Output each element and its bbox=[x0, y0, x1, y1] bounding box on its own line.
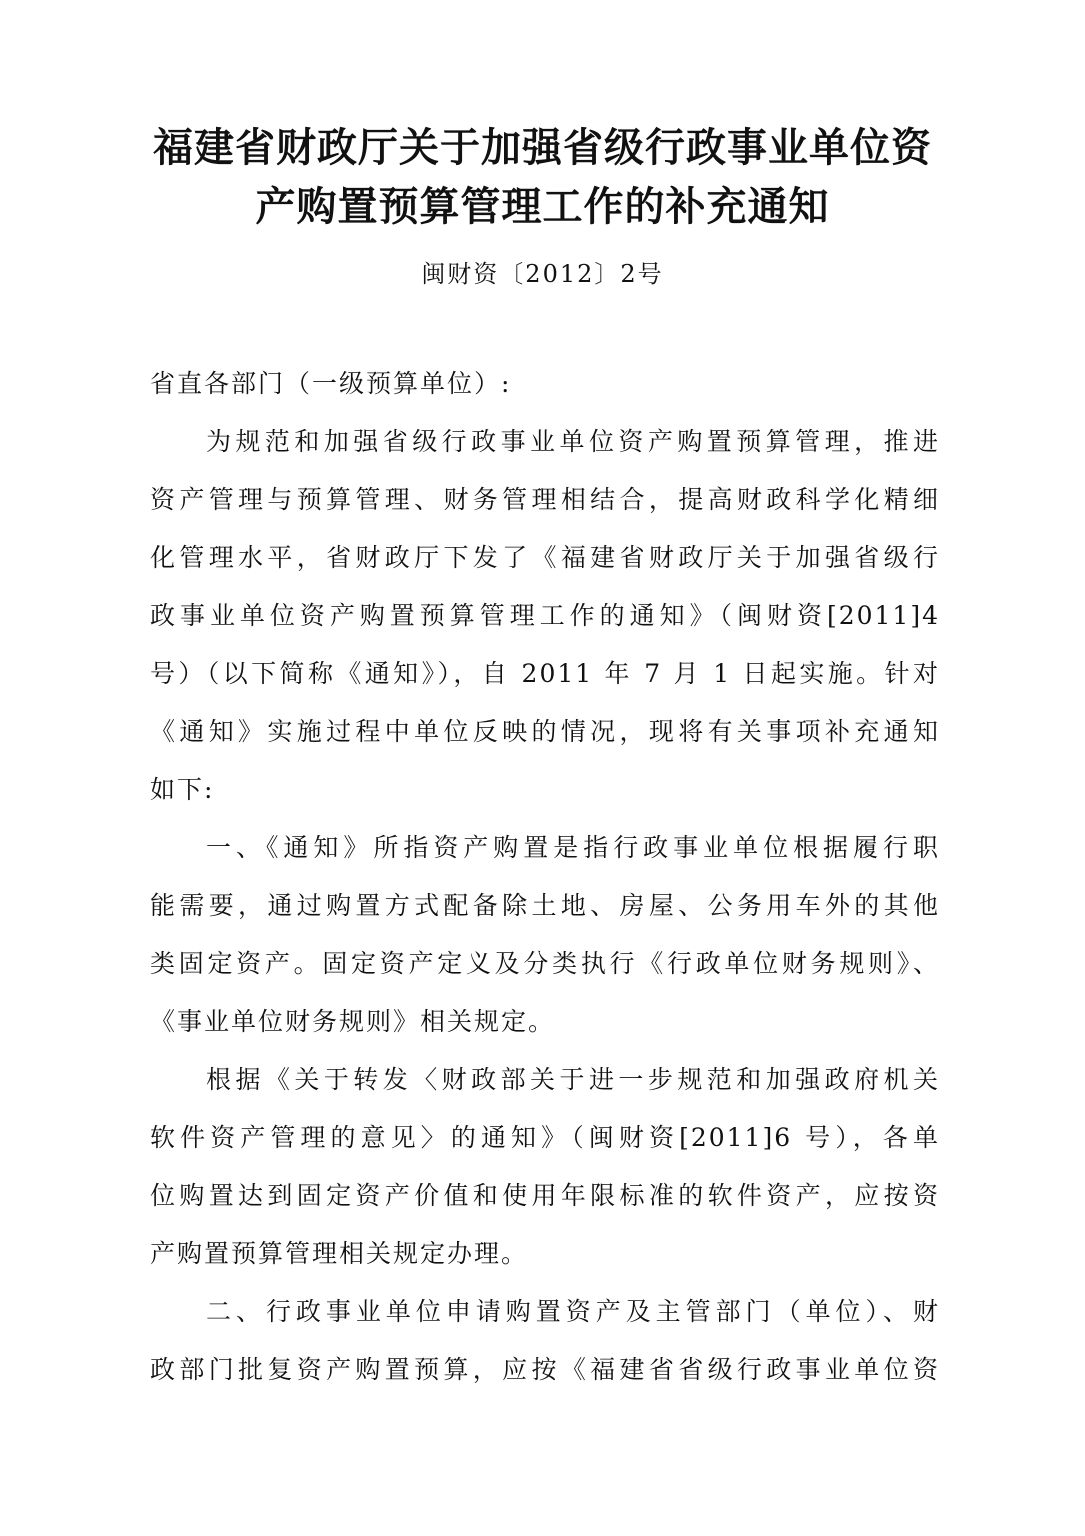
body-line: 类固定资产。固定资产定义及分类执行《行政单位财务规则》、 bbox=[150, 949, 940, 978]
body-line: 《通知》实施过程中单位反映的情况，现将有关事项补充通知 bbox=[150, 717, 940, 746]
body-line: 政部门批复资产购置预算，应按《福建省省级行政事业单位资 bbox=[150, 1355, 940, 1384]
body-line: 化管理水平，省财政厅下发了《福建省财政厅关于加强省级行 bbox=[150, 543, 940, 572]
body-line: 产购置预算管理相关规定办理。 bbox=[150, 1239, 529, 1268]
salutation: 省直各部门（一级预算单位）: bbox=[150, 369, 512, 398]
body-line: 号）（以下简称《通知》），自 2011 年 7 月 1 日起实施。针对 bbox=[150, 659, 940, 688]
body-line: 一、《通知》所指资产购置是指行政事业单位根据履行职 bbox=[206, 833, 940, 862]
body-line: 二、行政事业单位申请购置资产及主管部门（单位）、财 bbox=[206, 1297, 940, 1326]
body-line: 《事业单位财务规则》相关规定。 bbox=[150, 1007, 556, 1036]
body-line: 如下: bbox=[150, 775, 215, 804]
document-title-line-1: 福建省财政厅关于加强省级行政事业单位资 bbox=[153, 125, 932, 171]
document-number: 闽财资〔2012〕2号 bbox=[421, 260, 664, 288]
body-line: 根据《关于转发〈财政部关于进一步规范和加强政府机关 bbox=[206, 1065, 940, 1094]
body-line: 为规范和加强省级行政事业单位资产购置预算管理，推进 bbox=[206, 427, 940, 456]
body-line: 政事业单位资产购置预算管理工作的通知》（闽财资[2011]4 bbox=[150, 601, 940, 630]
body-line: 资产管理与预算管理、财务管理相结合，提高财政科学化精细 bbox=[150, 485, 940, 514]
document-title-line-2: 产购置预算管理工作的补充通知 bbox=[255, 184, 830, 230]
body-line: 位购置达到固定资产价值和使用年限标准的软件资产，应按资 bbox=[150, 1181, 940, 1210]
body-line: 能需要，通过购置方式配备除土地、房屋、公务用车外的其他 bbox=[150, 891, 940, 920]
body-line: 软件资产管理的意见〉的通知》（闽财资[2011]6 号），各单 bbox=[150, 1123, 940, 1152]
